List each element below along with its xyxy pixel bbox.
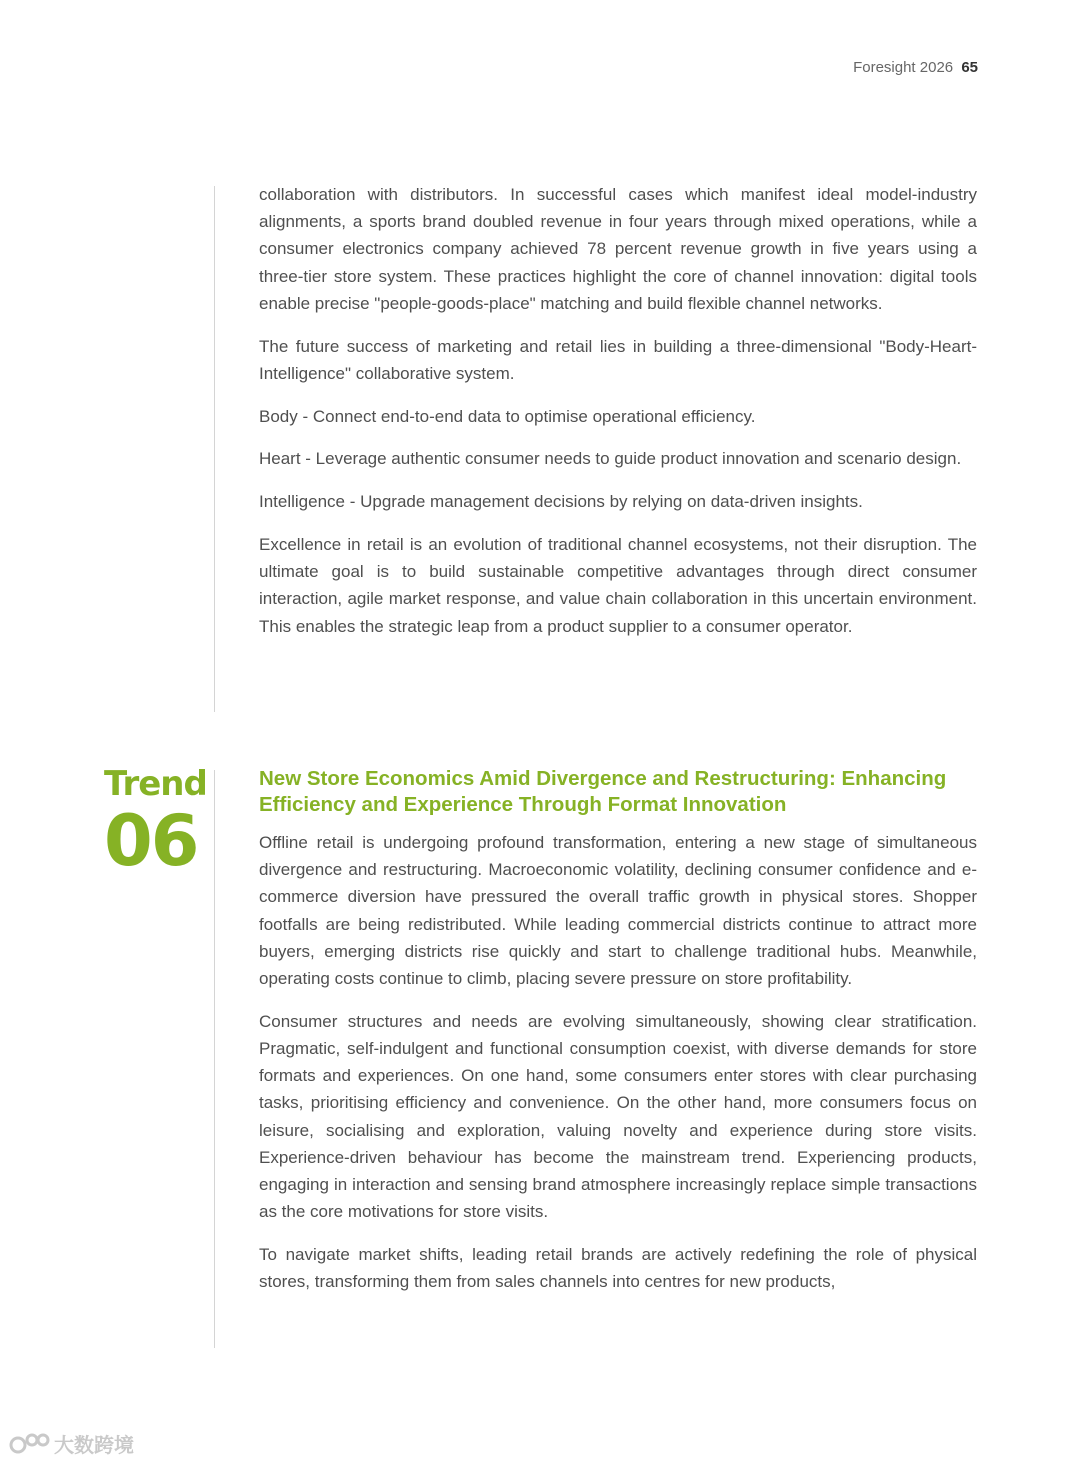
paragraph: To navigate market shifts, leading retail brands are actively redefining the role of physical stores, transforming them from sales channels into centres for new products, (259, 1245, 977, 1292)
vertical-divider (214, 770, 215, 1348)
watermark-text: 大数跨境 (54, 1435, 134, 1457)
paragraph-intelligence: Intelligence - Upgrade management decisions by relying on data-driven insights. (259, 492, 863, 512)
page-header (853, 59, 978, 76)
paragraph: Offline retail is undergoing profound transformation, entering a new stage of simultaneous divergence and restructuring. Macroeconomic volatility, declining consumer confidence and e-commerce diversion have pressured the overall traffic growth in physical stores. Shopper footfalls are being redistributed. While leading commercial districts continue to attract more buyers, emerging districts rise quickly and start to challenge traditional hubs. Meanwhile, operating costs continue to climb, placing severe pressure on store profitability. (259, 833, 977, 989)
publication-title: Foresight 2026 (853, 59, 954, 76)
paragraph: The future success of marketing and retail lies in building a three-dimensional "Body-Heart-Intelligence" collaborative system. (259, 336, 977, 383)
paragraph-body: Body - Connect end-to-end data to optimise operational efficiency. (259, 406, 756, 426)
vertical-divider (214, 186, 215, 712)
section-heading: New Store Economics Amid Divergence and Restructuring: Enhancing Efficiency and Experience Through Format Innovation (259, 767, 947, 816)
paragraph: collaboration with distributors. In successful cases which manifest ideal model-industry alignments, a sports brand doubled revenue in four years through mixed operations, while a consumer electronics company achieved 78 percent revenue growth in five years using a three-tier store system. These practices highlight the core of channel innovation: digital tools enable precise "people-goods-place" matching and build flexible channel networks. (259, 185, 977, 313)
trend-word: Trend (104, 764, 207, 804)
trend-body-text (259, 829, 977, 1311)
trend-number: 06 (104, 800, 198, 882)
page-number: 65 (961, 59, 978, 76)
trend-label (104, 764, 207, 882)
paragraph: Excellence in retail is an evolution of traditional channel ecosystems, not their disruption. The ultimate goal is to build sustainable competitive advantages through direct consumer interaction, agile market response, and value chain collaboration in this uncertain environment. This enables the strategic leap from a product supplier to a consumer operator. (259, 535, 977, 636)
paragraph-heart: Heart - Leverage authentic consumer needs to guide product innovation and scenario design. (259, 449, 962, 469)
watermark-logo-icon (8, 1431, 50, 1457)
watermark (8, 1429, 134, 1458)
paragraph: Consumer structures and needs are evolving simultaneously, showing clear stratification. Pragmatic, self-indulgent and functional consumption coexist, with diverse demands for store formats and experiences. On one hand, some consumers enter stores with clear purchasing tasks, prioritising efficiency and convenience. On the other hand, more consumers focus on leisure, socialising and exploration, valuing novelty and experience during store visits. Experience-driven behaviour has become the mainstream trend. Experiencing products, engaging in interaction and sensing brand atmosphere increasingly replace simple transactions as the core motivations for store visits. (259, 1011, 977, 1222)
continuation-text (259, 181, 977, 655)
